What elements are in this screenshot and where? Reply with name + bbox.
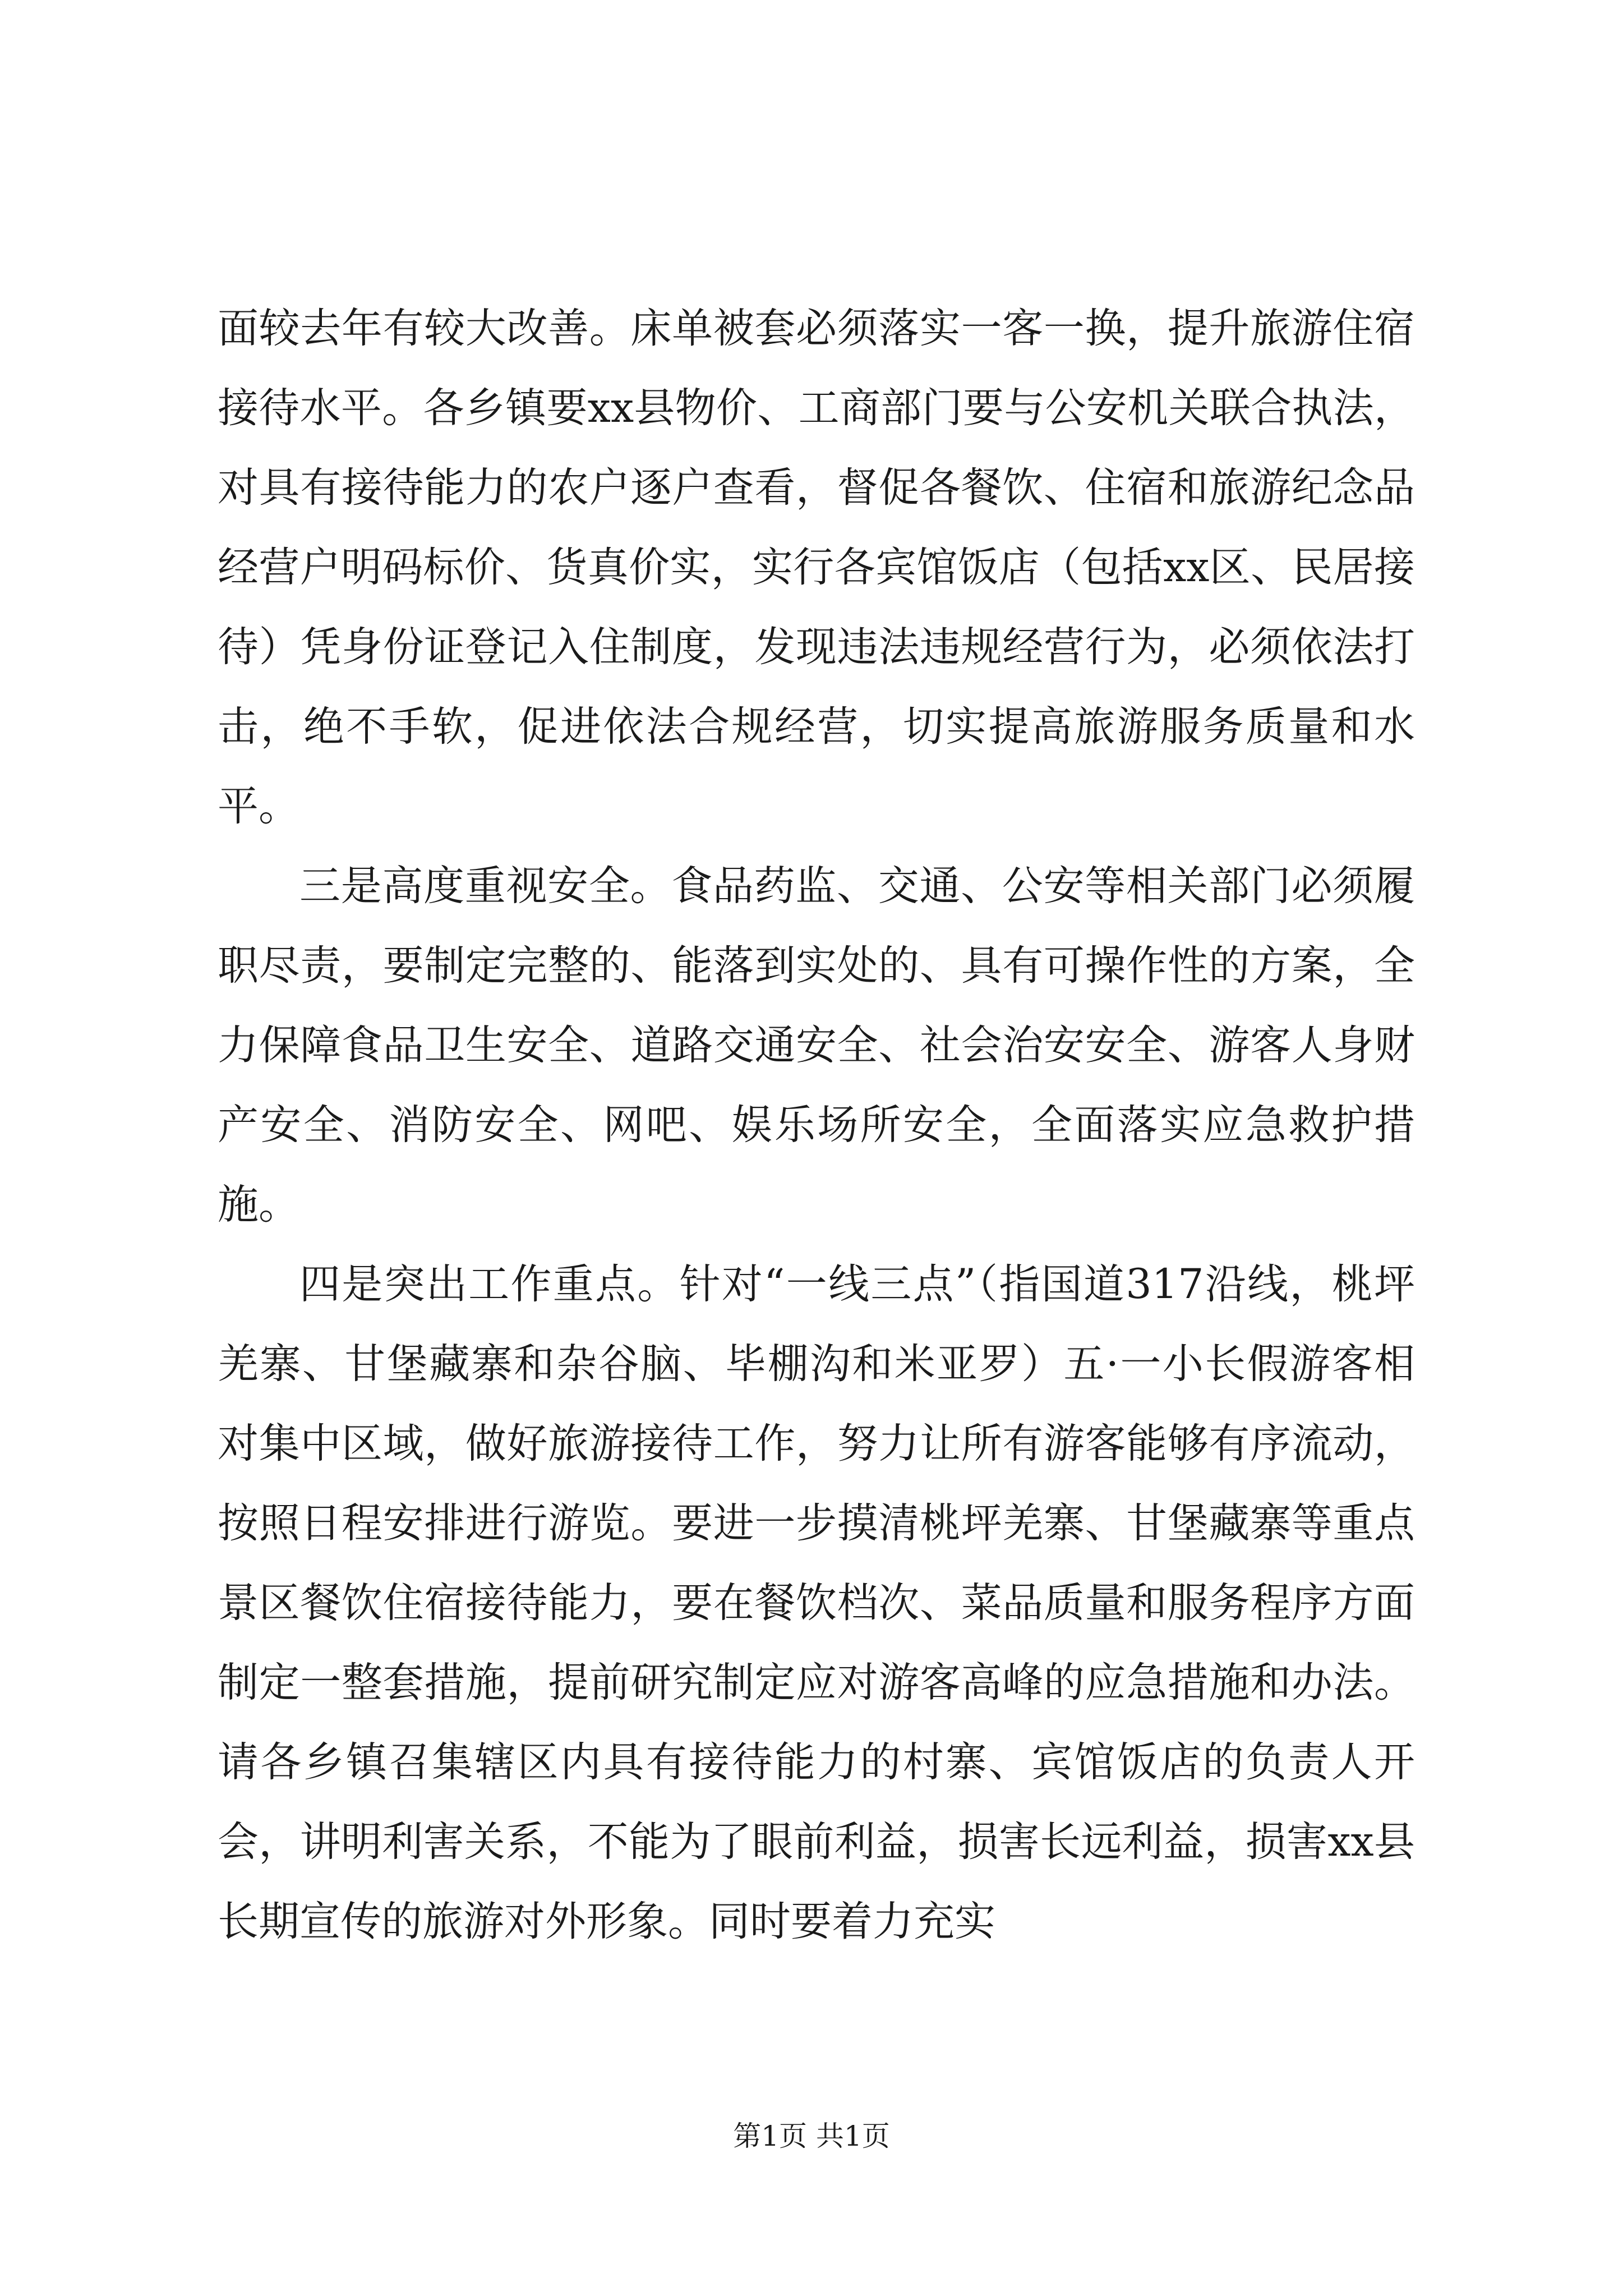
paragraph-1: 面较去年有较大改善。床单被套必须落实一客一换，提升旅游住宿接待水平。各乡镇要xx县物价、工商部门要与公安机关联合执法，对具有接待能力的农户逐户查看，督促各餐饮、住宿和旅游纪念品经营户明码标价、货真价实，实行各宾馆饭店（包括xx区、民居接待）凭身份证登记入住制度，发现违法违规经营行为，必须依法打击，绝不手软，促进依法合规经营，切实提高旅游服务质量和水平。 — [218, 305, 1415, 830]
paragraph-3: 四是突出工作重点。针对“一线三点”（指国道317沿线，桃坪羌寨、甘堡藏寨和杂谷脑、毕棚沟和米亚罗）五·一小长假游客相对集中区域，做好旅游接待工作，努力让所有游客能够有序流动，按照日程安排进行游览。要进一步摸清桃坪羌寨、甘堡藏寨等重点景区餐饮住宿接待能力，要在餐饮档次、菜品质量和服务程序方面制定一整套措施，提前研究制定应对游客高峰的应急措施和办法。请各乡镇召集辖区内具有接待能力的村寨、宾馆饭店的负责人开会，讲明利害关系，不能为了眼前利益，损害长远利益，损害xx县长期宣传的旅游对外形象。同时要着力充实 — [218, 1260, 1415, 1945]
document-body — [218, 289, 1415, 1962]
paragraph-2: 三是高度重视安全。食品药监、交通、公安等相关部门必须履职尽责，要制定完整的、能落到实处的、具有可操作性的方案，全力保障食品卫生安全、道路交通安全、社会治安安全、游客人身财产安全、消防安全、网吧、娱乐场所安全，全面落实应急救护措施。 — [218, 862, 1415, 1228]
page-footer: 第1页 共1页 — [733, 2120, 890, 2152]
